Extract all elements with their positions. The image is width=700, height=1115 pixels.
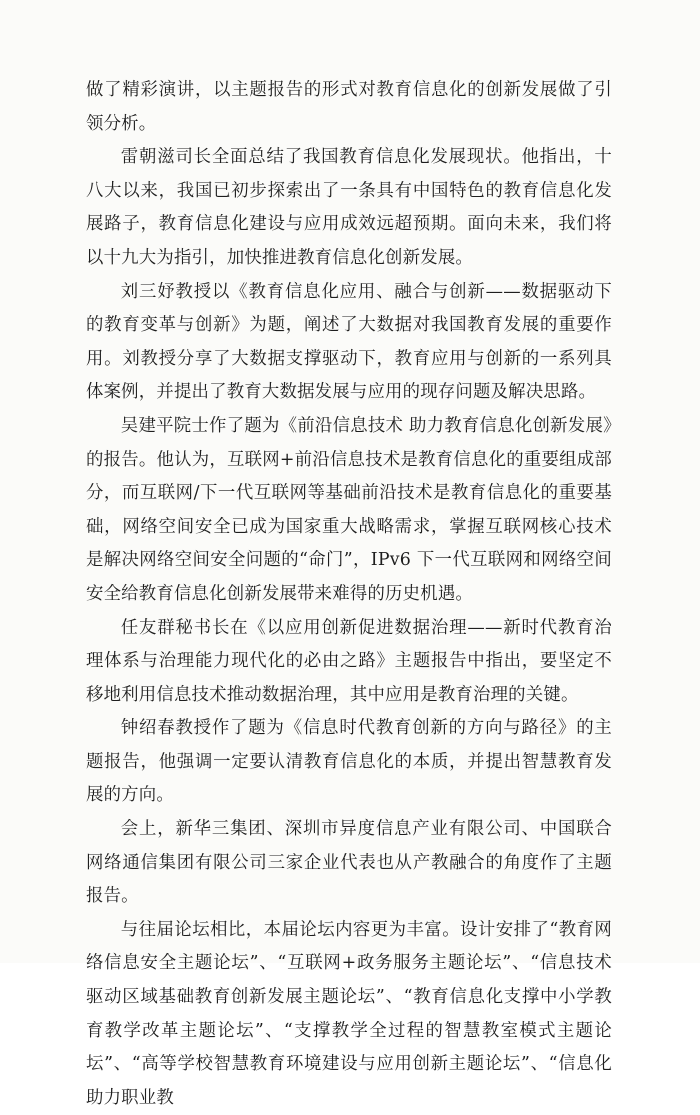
paragraph-zhong-shaochun: 钟绍春教授作了题为《信息时代教育创新的方向与路径》的主题报告，他强调一定要认清教育信息化的本质，并提出智慧教育发展的方向。 xyxy=(86,718,612,806)
paragraph-liu-sanyu: 刘三妤教授以《教育信息化应用、融合与创新——数据驱动下的教育变革与创新》为题，阐述了大数据对我国教育发展的重要作用。刘教授分享了大数据支撑驱动下，教育应用与创新的一系列具体案例，并提出了教育大数据发展与应用的现存问题及解决思路。 xyxy=(86,281,612,403)
paragraph-enterprise-reports: 会上，新华三集团、深圳市异度信息产业有限公司、中国联合网络通信集团有限公司三家企业代表也从产教融合的角度作了主题报告。 xyxy=(86,819,612,907)
paragraph-wu-jianping: 吴建平院士作了题为《前沿信息技术 助力教育信息化创新发展》的报告。他认为，互联网+前沿信息技术是教育信息化的重要组成部分，而互联网/下一代互联网等基础前沿技术是教育信息化的重要基础，网络空间安全已成为国家重大战略需求，掌握互联网核心技术是解决网络空间安全问题的“命门”，IPv6 下一代互联网和网络空间安全给教育信息化创新发展带来难得的历史机遇。 xyxy=(86,415,612,604)
paragraph-lei-chaozi: 雷朝滋司长全面总结了我国教育信息化发展现状。他指出，十八大以来，我国已初步探索出了一条具有中国特色的教育信息化发展路子，教育信息化建设与应用成效远超预期。面向未来，我们将以十九大为指引，加快推进教育信息化创新发展。 xyxy=(86,147,612,268)
document-body xyxy=(86,74,612,1115)
paragraph-ren-youqun: 任友群秘书长在《以应用创新促进数据治理——新时代教育治理体系与治理能力现代化的必由之路》主题报告中指出，要坚定不移地利用信息技术推动数据治理，其中应用是教育治理的关键。 xyxy=(86,617,612,705)
paragraph-forum-comparison: 与往届论坛相比，本届论坛内容更为丰富。设计安排了“教育网络信息安全主题论坛”、“互联网+政务服务主题论坛”、“信息技术驱动区域基础教育创新发展主题论坛”、“教育信息化支撑中小学教育教学改革主题论坛”、“支撑教学全过程的智慧教室模式主题论坛”、“高等学校智慧教育环境建设与应用创新主题论坛”、“信息化助力职业教 xyxy=(86,919,612,1108)
paragraph-continuation: 做了精彩演讲，以主题报告的形式对教育信息化的创新发展做了引领分析。 xyxy=(86,80,612,134)
